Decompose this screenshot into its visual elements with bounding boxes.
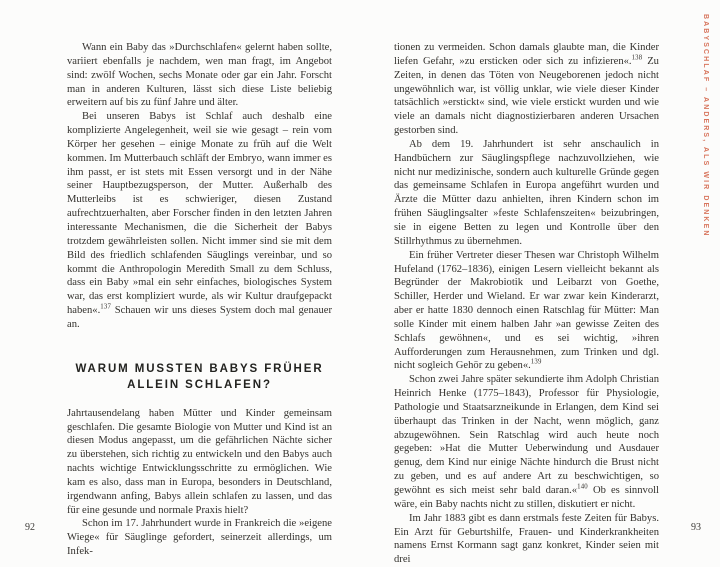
paragraph: Im Jahr 1883 gibt es dann erstmals feste Zeiten für Babys. Ein Arzt für Geburtshilfe, Frauen- und Kinderkrankheiten namens Ernst Kormann sagt ganz konkret, Kinder seien mit drei — [394, 512, 659, 566]
paragraph: Ab dem 19. Jahrhundert ist sehr anschaulich in Handbüchern zur Säuglingspflege nachzuvollziehen, wie nicht nur medizinische, sondern auch kulturelle Gründe gegen das gemeinsame Schlafen in Europa angeführt wurden und Ärzte die Mütter dazu anhielten, ihren Kindern schon im frühen Säuglingsalter »feste Schlafenszeiten« beizubringen, sie in eigene Betten zu legen und Kontrolle über den Stillrhythmus zu übernehmen. — [394, 138, 659, 247]
right-page-text-column — [394, 41, 659, 567]
footnote-ref: 139 — [530, 358, 542, 366]
paragraph: Schon zwei Jahre später sekundierte ihm Adolph Christian Heinrich Henke (1775–1843), Professor für Physiologie, Pathologie und Staatsarzneikunde in Erlangen, dem Kind sei überhaupt das Trinken in der Nacht, wenn möglich, ganz abzugewöhnen. Sein Ratschlag wird auch heute noch gegeben: »Hat die Mutter Ueberwindung und Ausdauer genug, dem Kind nur einige Nächte hindurch die Brust nicht zu geben, und es auf andere Art zu beschwichtigen, so gewöhnt es sich meist sehr bald daran.«$^{140}$ Ob es sinnvoll wäre, ein Baby nachts nicht zu stillen, diskutiert er nicht. — [394, 374, 660, 510]
footnote-ref: 140 — [577, 483, 588, 491]
paragraph: Schon im 17. Jahrhundert wurde in Frankreich die »eigene Wiege« für Säuglinge gefordert, seinerzeit allerdings, um Infek- — [67, 518, 332, 558]
paragraph: Bei unseren Babys ist Schlaf auch deshalb eine komplizierte Angelegenheit, weil sie wie gesagt – rein vom Körper her gesehen – einige Monate zu früh auf die Welt kommen. Im Mutterbauch schläft der Embryo, wann immer es ihm passt, er ist stets mit Essen versorgt und in der Nähe seiner Hauptbezugsperson, der Mutter. Außerhalb des Mutterleibs ist es schwieriger, diesen Zustand aufrechtzuerhalten, aber Forscher finden in den letzten Jahren interessante Mechanismen, die die Sicherheit der Babys trotzdem gewährleisten sollen. Nicht immer sind sie mit dem Bild des friedlich schlafenden Säuglings vereinbar, und so kommt die Anthropologin Meredith Small zu dem Schluss, dass ein Baby »mal ein sehr einfaches, biologisches System war, das erst kompliziert wurde, als wir Kultur draufgepackt haben«.$^{137}$ Schauen wir uns dieses System doch mal genauer an. — [67, 111, 332, 330]
paragraph: tionen zu vermeiden. Schon damals glaubte man, die Kinder liefen Gefahr, »zu ersticken oder sich zu infizieren«.$^{138}$ Zu Zeiten, in denen das Töten von Neugeborenen jedoch nicht ungewöhnlich war, ist völlig unklar, wie viele dieser Kinder tatsächlich »erstickt« sind, wie viele erstickt wurden und wie viele an damals nicht diagnostizierbaren anderen Ursachen gestorben sind. — [394, 42, 659, 137]
footnote-ref: 138 — [631, 54, 643, 62]
section-heading: WARUM MUSSTEN BABYS FRÜHER ALLEIN SCHLAFEN? — [75, 362, 324, 392]
paragraph: Wann ein Baby das »Durchschlafen« gelernt haben sollte, variiert ebenfalls je nachdem, wen man fragt, im Angebot sind: zwölf Wochen, sechs Monate oder gar ein Jahr. Forscht man in anderen Kulturen, lässt sich diese Liste beliebig erweitern auf bis zu fünf Jahre und älter. — [67, 42, 332, 109]
chapter-running-head: BABYSCHLAF – ANDERS, ALS WIR DENKEN — [702, 14, 709, 238]
paragraph: Jahrtausendelang haben Mütter und Kinder gemeinsam geschlafen. Die gesamte Biologie von Mutter und Kind ist an diesen Modus angepasst, um die gefährlichen Nächte sicher zu überstehen, sich richtig zu entwickeln und den Babys auch nachts wichtige Entwicklungsschritte zu ermöglichen. Wie kam es also, dass man in Europa, besonders in Deutschland, irgendwann anfing, Babys allein schlafen zu lassen, und das für eine gesunde und normale Praxis hielt? — [67, 407, 332, 516]
paragraph: Ein früher Vertreter dieser Thesen war Christoph Wilhelm Hufeland (1762–1836), einigen Lesern vielleicht bekannt als Begründer der Makrobiotik und Leibarzt von Goethe, Schiller, Herder und Wieland. Er war zwar kein Kinderarzt, aber er hatte 1830 dennoch einen Ratschlag für Mütter: Man solle Kinder mit einem halben Jahr »an gewisse Zeiten des Schlafs gewöhnen«, und es sei wichtig, »ihren Aufforderungen zum Herausnehmen, zum Trinken und dgl. nicht sogleich Gehör zu geben«.$^{139}$ — [394, 249, 659, 372]
left-page-text-column — [67, 41, 332, 559]
page-number-left: 92 — [25, 522, 35, 533]
page-number-right: 93 — [691, 522, 701, 533]
footnote-ref: 137 — [100, 303, 112, 311]
